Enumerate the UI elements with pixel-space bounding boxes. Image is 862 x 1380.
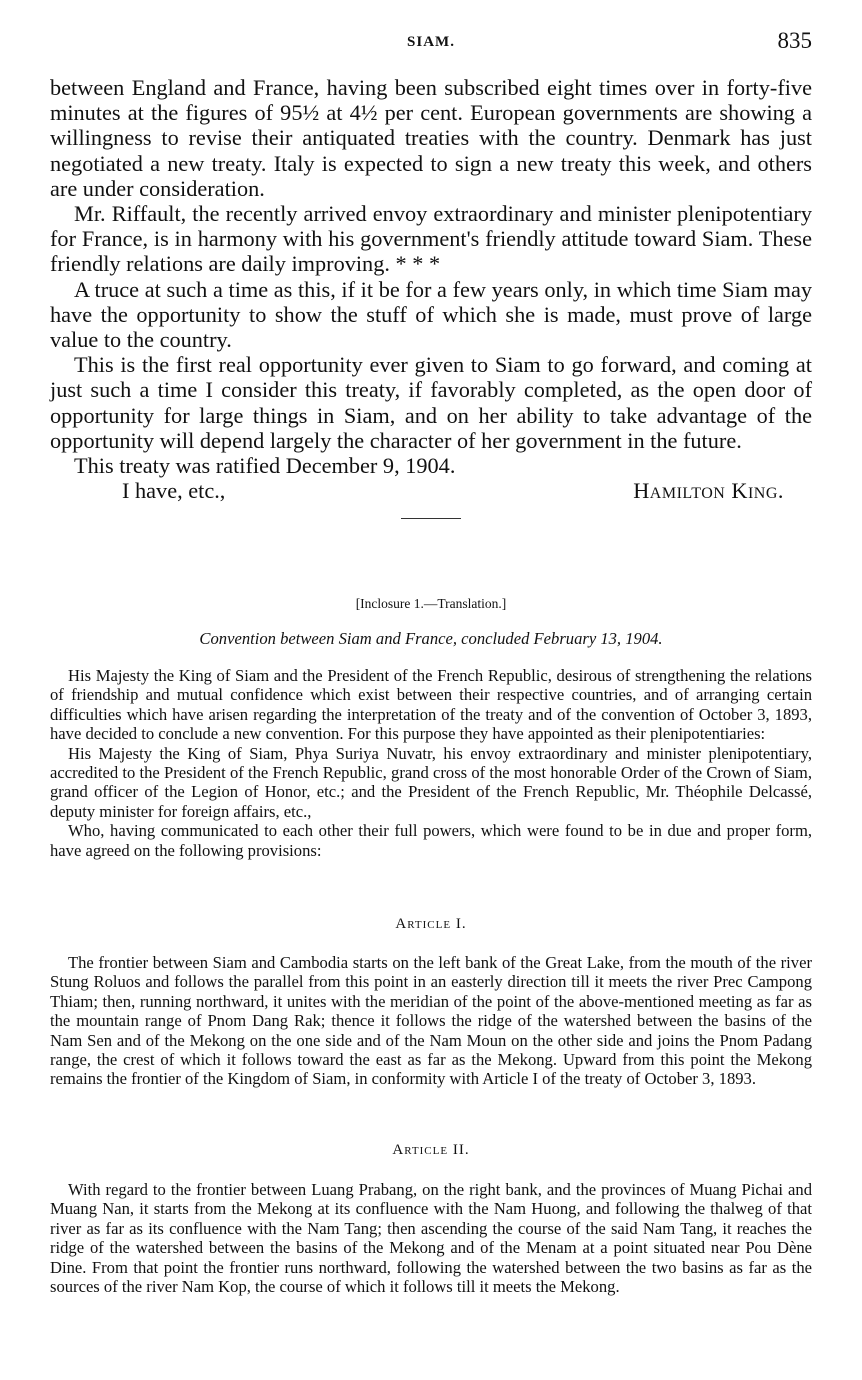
page-header <box>0 28 862 58</box>
running-head: SIAM. <box>407 34 455 50</box>
section-divider <box>401 518 461 519</box>
letter-paragraph: A truce at such a time as this, if it be for a few years only, in which time Siam may have the opportunity to show the stuff of which she is made, must prove of large value to the country. <box>50 276 812 353</box>
page-number: 835 <box>777 28 812 53</box>
article-heading: Article I. <box>395 916 467 932</box>
letter-paragraph: This is the first real opportunity ever given to Siam to go forward, and coming at just such a time I consider this treaty, if favorably completed, as the open door of opportunity for large things in Siam, and on her ability to take advantage of the opportunity will depend largely the character of her government in the future. <box>50 352 812 453</box>
preamble-paragraph: His Majesty the King of Siam, Phya Suriya Nuvatr, his envoy extraordinary and minister plenipotentiary, accredited to the President of the French Republic, grand cross of the most honorable Order of the Crown of Siam, grand officer of the Legion of Honor, etc.; and the President of the French Republic, Mr. Théophile Delcassé, deputy minister for foreign affairs, etc., <box>50 743 812 821</box>
closing-phrase: I have, etc., <box>122 478 226 504</box>
letter-body <box>50 75 812 519</box>
preamble-paragraph: His Majesty the King of Siam and the President of the French Republic, desirous of strengthening the relations of friendship and mutual confidence which exist between their respective countries, and of arranging certain difficulties which have arisen regarding the interpretation of the treaty and of the convention of October 3, 1893, have decided to conclude a new convention. For this purpose they have appointed as their plenipotentiaries: <box>50 666 812 744</box>
article-body <box>50 953 812 1089</box>
letter-paragraph: Mr. Riffault, the recently arrived envoy extraordinary and minister plenipotentiary for France, is in harmony with his government's friendly attitude toward Siam. These friendly relations are daily improving. * * * <box>50 201 812 277</box>
convention-title: Convention between Siam and France, concluded February 13, 1904. <box>199 629 663 648</box>
inclosure-label: [Inclosure 1.—Translation.] <box>355 596 507 611</box>
signature: Hamilton King. <box>633 478 784 504</box>
letter-paragraph: between England and France, having been subscribed eight times over in forty-five minutes at the figures of 95½ at 4½ per cent. European governments are showing a willingness to revise their antiquated treaties with the country. Denmark has just negotiated a new treaty. Italy is expected to sign a new treaty this week, and others are under consideration. <box>50 75 812 201</box>
preamble-paragraph: Who, having communicated to each other their full powers, which were found to be in due and proper form, have agreed on the following provisions: <box>50 821 812 860</box>
convention-preamble <box>50 666 812 860</box>
article-text: With regard to the frontier between Luang Prabang, on the right bank, and the provinces of Muang Pichai and Muang Nan, it starts from the Mekong at its confluence with the Nam Huong, and following the thalweg of that river as far as its confluence with the Nam Tang; then ascending the course of the said Nam Tang, it reaches the ridge of the watershed between the basins of the Mekong and of the Menam at a point situated near Pou Dène Dine. From that point the frontier runs northward, following the watershed between the two basins as far as the sources of the river Nam Kop, the course of which it follows till it meets the Mekong. <box>50 1180 812 1297</box>
article-text: The frontier between Siam and Cambodia starts on the left bank of the Great Lake, from the mouth of the river Stung Roluos and follows the parallel from this point in an easterly direction till it meets the river Prec Campong Thiam; then, running northward, it unites with the meridian of the point of the above-mentioned meeting as far as the mountain range of Pnom Dang Rak; thence it follows the ridge of the watershed between the basins of the Nam Sen and of the Mekong on the one side and of the Nam Moun on the other side and joins the Pnom Padang range, the crest of which it follows toward the east as far as the Mekong. Upward from this point the Mekong remains the frontier of the Kingdom of Siam, in conformity with Article I of the treaty of October 3, 1893. <box>50 953 812 1089</box>
closing-line <box>50 478 812 504</box>
letter-paragraph: This treaty was ratified December 9, 1904. <box>74 453 456 479</box>
article-heading: Article II. <box>392 1142 470 1158</box>
article-body <box>50 1180 812 1296</box>
